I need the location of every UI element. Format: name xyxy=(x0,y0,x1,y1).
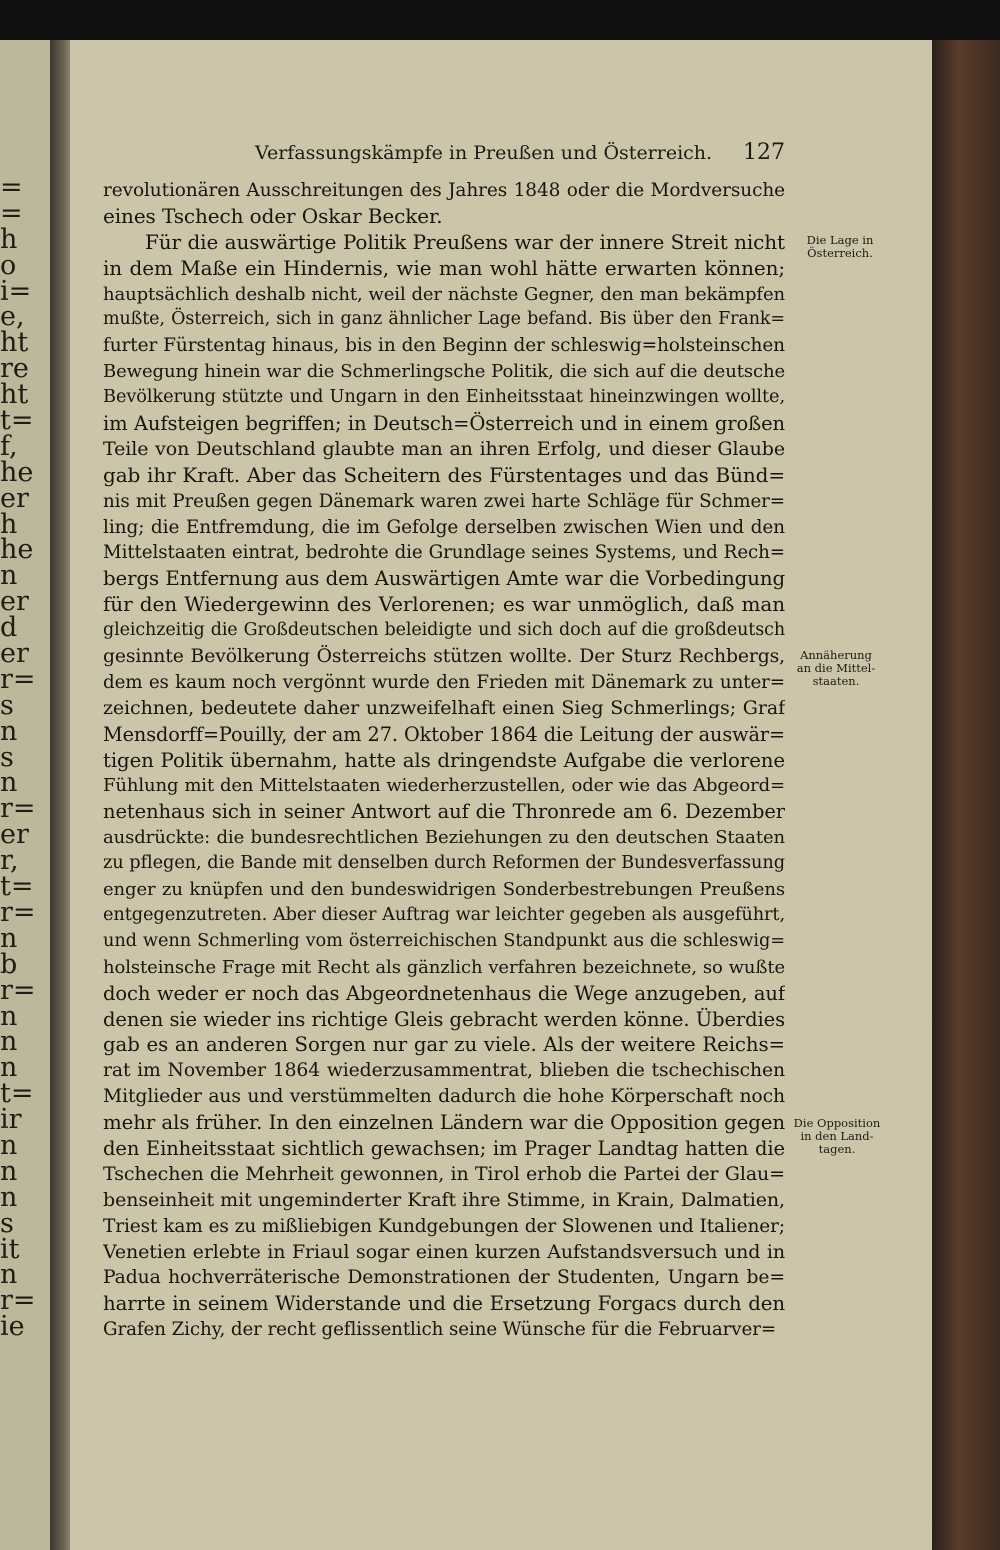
text-line: Teile von Deutschland glaubte man an ihren Erfolg, und dieser Glaube xyxy=(103,437,785,460)
facing-page-line-ending: n xyxy=(0,767,18,799)
text-line: holsteinsche Frage mit Recht als gänzlich verfahren bezeichnete, so wußte xyxy=(103,956,785,978)
text-line: ausdrückte: die bundesrechtlichen Beziehungen zu den deutschen Staaten xyxy=(103,827,785,849)
facing-page-line-endings xyxy=(0,172,50,1343)
facing-page-line-ending: re xyxy=(0,353,29,385)
marginal-note-annaeherung xyxy=(791,649,881,688)
text-line: Mitglieder aus und verstümmelten dadurch die hohe Körperschaft noch xyxy=(103,1086,785,1108)
text-line: harrte in seinem Widerstande und die Ersetzung Forgacs durch den xyxy=(103,1292,785,1316)
text-line: ling; die Entfremdung, die im Gefolge derselben zwischen Wien und den xyxy=(103,516,785,538)
text-line: Mittelstaaten eintrat, bedrohte die Grundlage seines Systems, und Rech= xyxy=(103,542,785,564)
facing-page-line-ending: r= xyxy=(0,1285,36,1317)
facing-page-line-ending: er xyxy=(0,586,29,618)
text-line: Bewegung hinein war die Schmerlingsche Politik, die sich auf die deutsche xyxy=(103,361,785,383)
facing-page-line-ending: n xyxy=(0,1000,18,1032)
facing-page-line-ending: n xyxy=(0,1129,18,1161)
text-line: rat im November 1864 wiederzusammentrat, blieben die tschechischen xyxy=(103,1060,785,1082)
facing-page-line-ending: r, xyxy=(0,845,19,877)
marginal-note-opposition xyxy=(792,1117,882,1156)
facing-page-line-ending: o xyxy=(0,249,17,281)
text-line: den Einheitsstaat sichtlich gewachsen; im Prager Landtag hatten die xyxy=(103,1136,785,1160)
facing-page-line-ending: d xyxy=(0,612,18,644)
facing-page-line-ending: n xyxy=(0,715,18,747)
marginal-note-line: Die Opposition xyxy=(793,1116,881,1130)
text-line: netenhaus sich in seiner Antwort auf die Thronrede am 6. Dezember xyxy=(103,800,785,824)
marginal-note-line: staaten. xyxy=(812,674,860,688)
facing-page-line-ending: r= xyxy=(0,974,36,1006)
text-line: für den Wiedergewinn des Verlorenen; es war unmöglich, daß man xyxy=(103,592,785,617)
facing-page-line-ending: s xyxy=(0,1207,14,1239)
text-line: Padua hochverräterische Demonstrationen der Studenten, Ungarn be= xyxy=(103,1267,785,1289)
facing-page-line-ending: ht xyxy=(0,379,29,411)
text-line: Grafen Zichy, der recht geflissentlich seine Wünsche für die Februarver= xyxy=(103,1319,777,1341)
text-line: hauptsächlich deshalb nicht, weil der nächste Gegner, den man bekämpfen xyxy=(103,283,785,305)
facing-page-line-ending: h xyxy=(0,508,18,540)
facing-page-line-ending: s xyxy=(0,741,14,773)
page-header xyxy=(255,140,785,170)
facing-page-line-ending: b xyxy=(0,948,18,980)
text-line: eines Tschech oder Oskar Becker. xyxy=(103,203,443,228)
facing-page-line-ending: r= xyxy=(0,663,36,695)
text-line: Venetien erlebte in Friaul sogar einen kurzen Aufstandsversuch und in xyxy=(103,1240,785,1263)
running-title: Verfassungskämpfe in Preußen und Österreich. xyxy=(255,142,713,164)
text-line: Für die auswärtige Politik Preußens war der innere Streit nicht xyxy=(145,229,785,254)
facing-page-line-ending: t= xyxy=(0,871,34,903)
marginal-note-line: an die Mittel- xyxy=(796,661,876,675)
facing-page-line-ending: h xyxy=(0,223,18,255)
text-line: und wenn Schmerling vom österreichischen Standpunkt aus die schleswig= xyxy=(103,930,785,951)
text-line: benseinheit mit ungeminderter Kraft ihre Stimme, in Krain, Dalmatien, xyxy=(103,1188,785,1211)
text-line: zeichnen, bedeutete daher unzweifelhaft einen Sieg Schmerlings; Graf xyxy=(103,696,785,719)
text-line: gleichzeitig die Großdeutschen beleidigte und sich doch auf die großdeutsch xyxy=(103,620,785,641)
facing-page-line-ending: t= xyxy=(0,405,34,437)
text-line: denen sie wieder ins richtige Gleis gebracht werden könne. Überdies xyxy=(103,1007,785,1031)
facing-page-line-ending: t= xyxy=(0,1078,34,1110)
page-number: 127 xyxy=(743,140,785,165)
body-text xyxy=(103,178,785,1343)
text-line: mußte, Österreich, sich in ganz ähnlicher Lage befand. Bis über den Frank= xyxy=(103,309,785,330)
text-line: entgegenzutreten. Aber dieser Auftrag war leichter gegeben als ausgeführt, xyxy=(103,904,785,925)
text-line: Bevölkerung stützte und Ungarn in den Einheitsstaat hineinzwingen wollte, xyxy=(103,387,785,408)
facing-page-line-ending: n xyxy=(0,922,18,954)
text-line: nis mit Preußen gegen Dänemark waren zwei harte Schläge für Schmer= xyxy=(103,490,785,512)
text-line: Triest kam es zu mißliebigen Kundgebungen der Slowenen und Italiener; xyxy=(103,1215,785,1237)
marginal-note-line: tagen. xyxy=(818,1142,856,1156)
facing-page-line-ending: r= xyxy=(0,793,36,825)
facing-page-line-ending: er xyxy=(0,638,29,670)
facing-page-line-ending: he xyxy=(0,456,34,488)
text-line: enger zu knüpfen und den bundeswidrigen Sonderbestrebungen Preußens xyxy=(103,879,785,901)
book-cover-edge xyxy=(932,40,1000,1550)
text-line: gab ihr Kraft. Aber das Scheitern des Fürstentages und das Bünd= xyxy=(103,462,785,487)
facing-page-line-ending: n xyxy=(0,1181,18,1213)
facing-page-line-ending: ht xyxy=(0,327,29,359)
facing-page-line-ending: n xyxy=(0,560,18,592)
text-line: gab es an anderen Sorgen nur gar zu viele. Als der weitere Reichs= xyxy=(103,1033,785,1057)
text-line: furter Fürstentag hinaus, bis in den Beginn der schleswig=holsteinschen xyxy=(103,335,785,357)
facing-page-line-ending: s xyxy=(0,689,14,721)
text-line: Fühlung mit den Mittelstaaten wiederherzustellen, oder wie das Abgeord= xyxy=(103,775,785,797)
facing-page-line-ending: = xyxy=(0,197,23,229)
text-line: gesinnte Bevölkerung Österreichs stützen wollte. Der Sturz Rechbergs, xyxy=(103,646,785,668)
text-line: bergs Entfernung aus dem Auswärtigen Amte war die Vorbedingung xyxy=(103,567,785,591)
marginal-note-lage xyxy=(795,234,885,260)
marginal-note-line: in den Land- xyxy=(800,1129,874,1143)
text-line: revolutionären Ausschreitungen des Jahres 1848 oder die Mordversuche xyxy=(103,180,785,201)
facing-page-line-ending: i= xyxy=(0,275,32,307)
facing-page-line-ending: n xyxy=(0,1026,18,1058)
facing-page-line-ending: f, xyxy=(0,430,18,462)
text-line: Tschechen die Mehrheit gewonnen, in Tirol erhob die Partei der Glau= xyxy=(103,1162,785,1185)
text-line: doch weder er noch das Abgeordnetenhaus die Wege anzugeben, auf xyxy=(103,981,785,1005)
text-line: dem es kaum noch vergönnt wurde den Frieden mit Dänemark zu unter= xyxy=(103,671,785,693)
facing-page-line-ending: er xyxy=(0,819,29,851)
text-line: in dem Maße ein Hindernis, wie man wohl hätte erwarten können; xyxy=(103,255,785,280)
facing-page-line-ending: n xyxy=(0,1052,18,1084)
text-line: im Aufsteigen begriffen; in Deutsch=Österreich und in einem großen xyxy=(103,412,785,436)
marginal-note-line: Die Lage in xyxy=(806,233,874,247)
facing-page-line-ending: ir xyxy=(0,1104,22,1136)
text-line: Mensdorff=Pouilly, der am 27. Oktober 1864 die Leitung der auswär= xyxy=(103,722,785,746)
facing-page-line-ending: n xyxy=(0,1155,18,1187)
marginal-note-line: Österreich. xyxy=(807,246,873,260)
text-line: tigen Politik übernahm, hatte als dringendste Aufgabe die verlorene xyxy=(103,748,785,772)
facing-page-line-ending: n xyxy=(0,1259,18,1291)
facing-page-line-ending: = xyxy=(0,172,23,203)
facing-page-line-ending: he xyxy=(0,534,34,566)
text-line: zu pflegen, die Bande mit denselben durch Reformen der Bundesverfassung xyxy=(103,853,785,874)
facing-page-line-ending: er xyxy=(0,482,29,514)
facing-page-line-ending: e, xyxy=(0,301,25,333)
facing-page-line-ending: r= xyxy=(0,896,36,928)
marginal-note-line: Annäherung xyxy=(800,648,872,662)
facing-page-line-ending: it xyxy=(0,1233,20,1265)
text-line: mehr als früher. In den einzelnen Ländern war die Opposition gegen xyxy=(103,1111,785,1135)
facing-page-line-ending: ie xyxy=(0,1311,25,1343)
